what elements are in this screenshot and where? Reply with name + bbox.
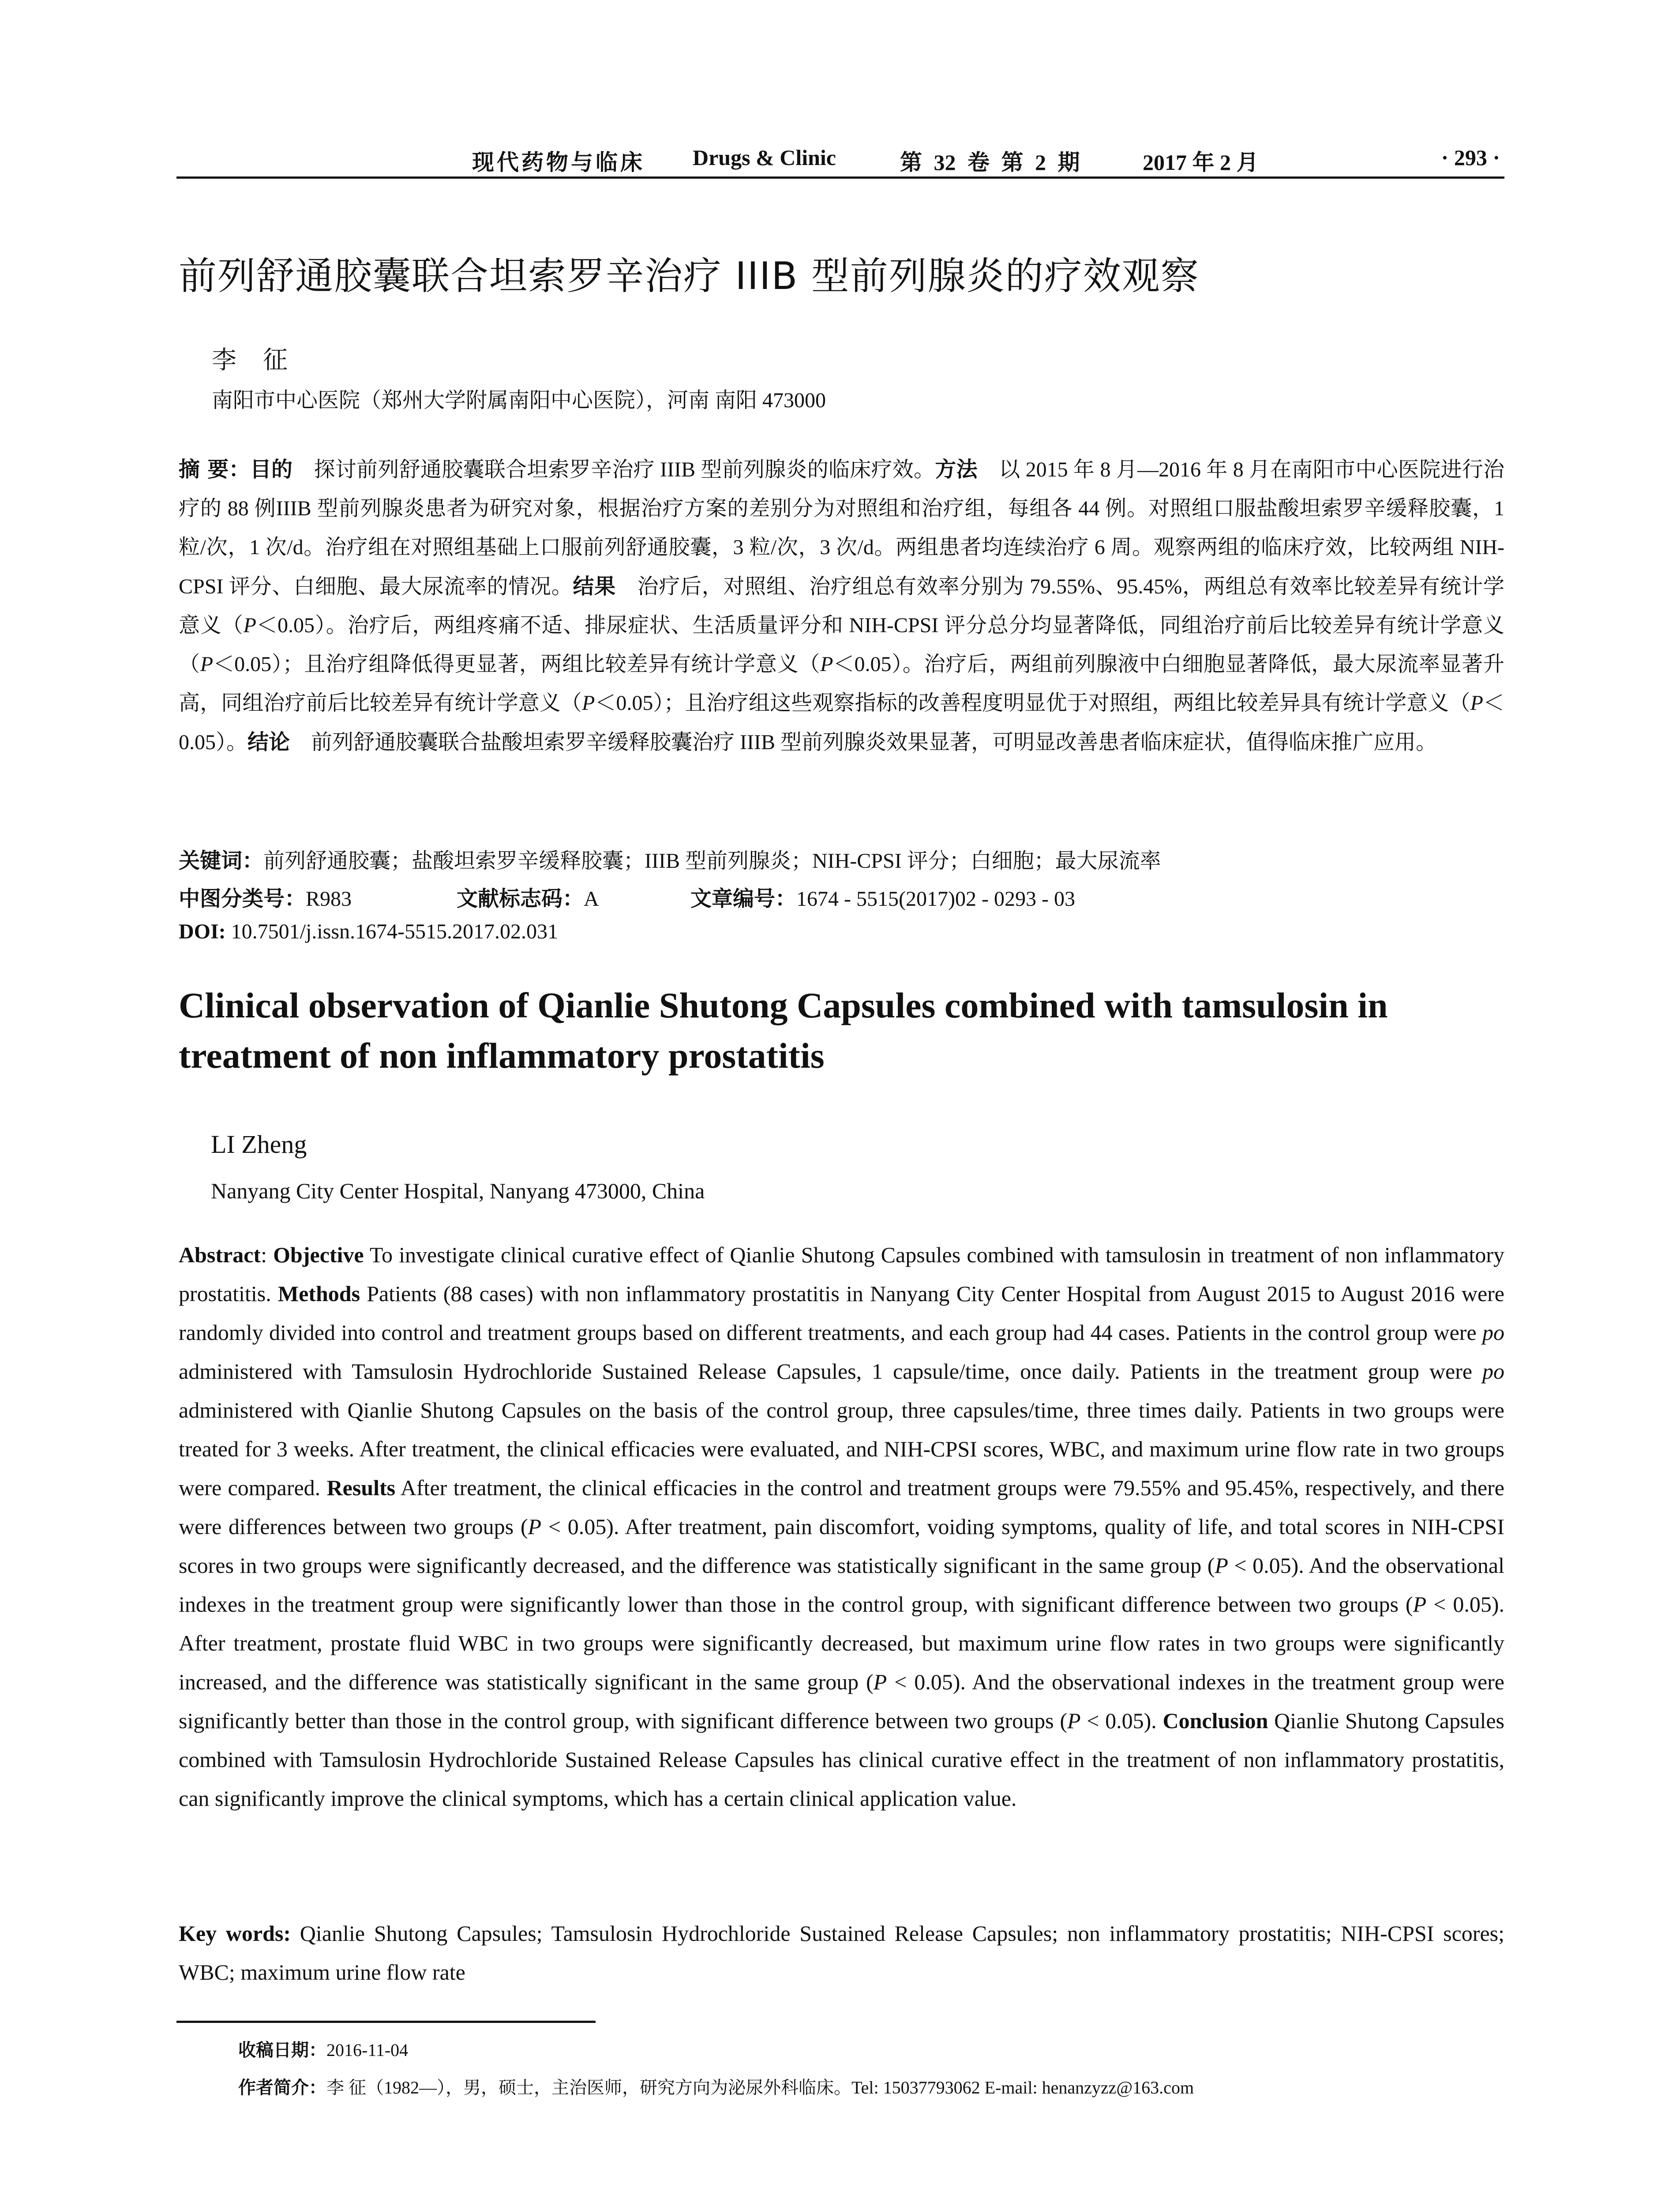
conclusion-label-en: Conclusion bbox=[1162, 1708, 1268, 1733]
results-text-cn: ＜0.05）；且治疗组降低得更显著，两组比较差异有统计学意义（ bbox=[213, 653, 821, 676]
p-symbol: P bbox=[820, 653, 833, 676]
objective-label-en: Objective bbox=[273, 1242, 364, 1267]
p-symbol: P bbox=[582, 691, 595, 715]
keywords-cn bbox=[179, 844, 1504, 874]
article-number-value: 1674 - 5515(2017)02 - 0293 - 03 bbox=[796, 887, 1075, 911]
document-code-label: 文献标志码： bbox=[457, 886, 584, 911]
title-cn: 前列舒通胶囊联合坦索罗辛治疗 IIIB 型前列腺炎的疗效观察 bbox=[179, 254, 1200, 298]
clc-number bbox=[179, 882, 352, 912]
keywords-label-cn: 关键词： bbox=[179, 848, 264, 873]
methods-label-cn: 方法 bbox=[935, 457, 978, 482]
clc-value: R983 bbox=[306, 887, 352, 911]
article-number-label: 文章编号： bbox=[690, 886, 797, 911]
objective-label-cn: 目的 bbox=[250, 457, 293, 482]
p-symbol: P bbox=[1215, 1553, 1228, 1578]
objective-text-en: To investigate clinical curative effect of Qianlie Shutong Capsules combined with tamsulosin in treatment of non inflammatory prostatitis. bbox=[179, 1242, 1504, 1306]
journal-name-cn: 现代药物与临床 bbox=[472, 150, 645, 175]
results-text-en: < 0.05). And the observational indexes in the treatment group were significantly better than those in the control group, with significant difference between two groups ( bbox=[179, 1670, 1504, 1733]
header-rule bbox=[176, 176, 1504, 179]
document-code bbox=[457, 882, 599, 912]
results-text-cn: 治疗后，对照组、治疗组总有效率分别为 79.55%、95.45%，两组总有效率比较差异有统计学意义（ bbox=[179, 575, 1504, 637]
author-bio-text: 李 征（1982—），男，硕士，主治医师，研究方向为泌尿外科临床。Tel: 15037793062 E-mail: henanzyzz@163.com bbox=[326, 2078, 1194, 2097]
p-symbol: P bbox=[200, 653, 214, 676]
p-symbol: P bbox=[528, 1514, 542, 1539]
affiliation-cn: 南阳市中心医院（郑州大学附属南阳中心医院），河南 南阳 473000 bbox=[212, 389, 826, 412]
results-text-en: < 0.05). After treatment, prostate fluid WBC in two groups were significantly decreased, but maximum urine flow rates in two groups were significantly increased, and the difference was statistically significant in the same group ( bbox=[179, 1592, 1505, 1694]
results-text-en: < 0.05). bbox=[1080, 1708, 1163, 1733]
document-code-value: A bbox=[584, 887, 599, 911]
abstract-colon: : bbox=[261, 1242, 274, 1267]
issue-date: 2017 年 2 月 bbox=[1143, 150, 1259, 175]
author-cn: 李征 bbox=[212, 347, 314, 374]
footnote-received bbox=[238, 2036, 408, 2061]
footnote-author bbox=[238, 2074, 1194, 2099]
issue-info: 第 32 卷 第 2 期 bbox=[900, 150, 1080, 175]
results-text-cn: ＜0.05）。治疗后，两组疼痛不适、排尿症状、生活质量评分和 NIH-CPSI 评分总分均显著降低，同组治疗前后比较差异有统计学意义（ bbox=[179, 614, 1504, 676]
classification-line bbox=[179, 882, 1504, 912]
doi-label: DOI: bbox=[179, 920, 226, 943]
results-text-cn: ＜0.05）；且治疗组这些观察指标的改善程度明显优于对照组，两组比较差异具有统计学意义（ bbox=[595, 691, 1470, 715]
conclusion-label-cn: 结论 bbox=[248, 730, 290, 754]
journal-name-en: Drugs & Clinic bbox=[693, 145, 836, 170]
results-text-en: < 0.05). After treatment, pain discomfort, voiding symptoms, quality of life, and total scores in NIH-CPSI scores in two groups were significantly decreased, and the difference was statistically significant in the same group ( bbox=[179, 1514, 1504, 1578]
conclusion-text-en: Qianlie Shutong Capsules combined with Tamsulosin Hydrochloride Sustained Release Capsules has clinical curative effect in the treatment of non inflammatory prostatitis, can significantly improve the clinical symptoms, which has a certain clinical application value. bbox=[179, 1708, 1504, 1811]
results-label-en: Results bbox=[326, 1475, 396, 1500]
p-symbol: P bbox=[243, 614, 256, 637]
keywords-label-en: Key words: bbox=[179, 1921, 291, 1946]
results-text-en: After treatment, the clinical efficacies in the control and treatment groups were 79.55% and 95.45%, respectively, and there were differences between two groups ( bbox=[179, 1475, 1504, 1539]
received-date: 2016-11-04 bbox=[326, 2040, 409, 2060]
po-abbrev: po bbox=[1482, 1359, 1504, 1384]
methods-text-cn: 以 2015 年 8 月—2016 年 8 月在南阳市中心医院进行治疗的 88 例IIIB 型前列腺炎患者为研究对象，根据治疗方案的差别分为对照组和治疗组，每组各 44 例。对照组口服盐酸坦索罗辛缓释胶囊，1 粒/次，1 次/d。治疗组在对照组基础上口服前列舒通胶囊，3 粒/次，3 次/d。两组患者均连续治疗 6 周。观察两组的临床疗效，比较两组 NIH-CPSI 评分、白细胞、最大尿流率的情况。 bbox=[179, 458, 1504, 598]
clc-label: 中图分类号： bbox=[179, 886, 306, 911]
abstract-label-cn: 摘 要： bbox=[179, 457, 250, 482]
footnote-rule bbox=[176, 2021, 596, 2023]
results-text-en: < 0.05). And the observational indexes in the treatment group were significantly lower than those in the control group, with significant difference between two groups ( bbox=[179, 1553, 1504, 1617]
author-en: LI Zheng bbox=[211, 1130, 307, 1159]
title-en: Clinical observation of Qianlie Shutong Capsules combined with tamsulosin in treatment of non inflammatory prostatitis bbox=[179, 985, 1388, 1076]
running-header bbox=[176, 140, 1504, 176]
author-bio-label: 作者简介： bbox=[238, 2078, 326, 2098]
methods-text-en: Patients (88 cases) with non inflammatory prostatitis in Nanyang City Center Hospital from August 2015 to August 2016 were randomly divided into control and treatment groups based on different treatments, and each group had 44 cases. Patients in the control group were bbox=[179, 1281, 1504, 1345]
objective-text-cn: 探讨前列舒通胶囊联合坦索罗辛治疗 IIIB 型前列腺炎的临床疗效。 bbox=[292, 458, 935, 481]
doi-value: 10.7501/j.issn.1674-5515.2017.02.031 bbox=[225, 920, 559, 943]
results-text-cn: ＜0.05）。治疗后，两组前列腺液中白细胞显著降低，最大尿流率显著升高，同组治疗前后比较差异有统计学意义（ bbox=[179, 653, 1504, 715]
keywords-en bbox=[179, 1914, 1504, 1992]
p-symbol: P bbox=[1413, 1592, 1427, 1617]
results-label-cn: 结果 bbox=[573, 574, 616, 599]
affiliation-en: Nanyang City Center Hospital, Nanyang 473000, China bbox=[211, 1178, 705, 1203]
abstract-en bbox=[179, 1235, 1504, 1818]
p-symbol: P bbox=[873, 1670, 887, 1694]
article-number bbox=[690, 882, 1075, 912]
methods-text-en: administered with Qianlie Shutong Capsules on the basis of the control group, three capsules/time, three times daily. Patients in two groups were treated for 3 weeks. After treatment, the clinical efficacies were evaluated, and NIH-CPSI scores, WBC, and maximum urine flow rate in two groups were compared. bbox=[179, 1398, 1504, 1500]
methods-text-en: administered with Tamsulosin Hydrochloride Sustained Release Capsules, 1 capsule/time, once daily. Patients in the treatment group were bbox=[179, 1359, 1482, 1384]
keywords-text-cn: 前列舒通胶囊；盐酸坦索罗辛缓释胶囊；IIIB 型前列腺炎；NIH-CPSI 评分；白细胞；最大尿流率 bbox=[263, 849, 1161, 873]
results-text-cn: ＜0.05）。 bbox=[179, 691, 1504, 754]
p-symbol: P bbox=[1067, 1708, 1081, 1733]
doi-line bbox=[179, 919, 558, 944]
methods-label-en: Methods bbox=[278, 1281, 360, 1306]
p-symbol: P bbox=[1470, 691, 1483, 715]
page-number: · 293 · bbox=[1441, 145, 1500, 170]
keywords-text-en: Qianlie Shutong Capsules; Tamsulosin Hydrochloride Sustained Release Capsules; non inflammatory prostatitis; NIH-CPSI scores; WBC; maximum urine flow rate bbox=[179, 1921, 1504, 1985]
conclusion-text-cn: 前列舒通胶囊联合盐酸坦索罗辛缓释胶囊治疗 IIIB 型前列腺炎效果显著，可明显改善患者临床症状，值得临床推广应用。 bbox=[290, 731, 1437, 754]
abstract-label-en: Abstract bbox=[179, 1242, 261, 1267]
abstract-cn bbox=[179, 450, 1504, 762]
po-abbrev: po bbox=[1482, 1320, 1504, 1345]
received-label: 收稿日期： bbox=[238, 2040, 326, 2060]
